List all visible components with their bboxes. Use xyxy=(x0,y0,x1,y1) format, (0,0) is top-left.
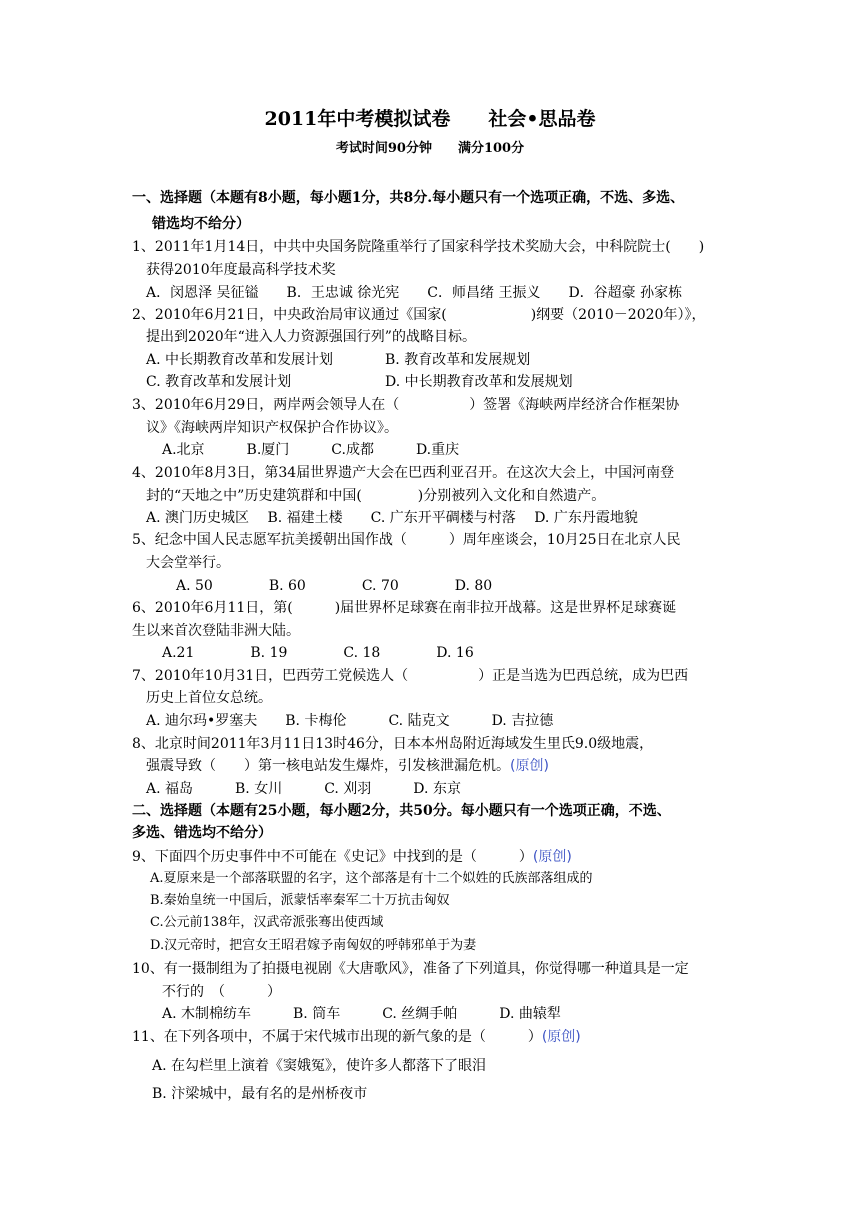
question-10-line1: 10、有一摄制组为了拍摄电视剧《大唐歌风》，准备了下列道具，你觉得哪一种道具是一定 xyxy=(132,961,689,977)
question-9-option-b: B.秦始皇统一中国后，派蒙恬率秦军二十万抗击匈奴 xyxy=(150,893,450,908)
section1-heading: 一、选择题（本题有8小题，每小题1分，共8分.每小题只有一个选项正确，不选、多选、 xyxy=(132,190,685,206)
question-8-text: 强震导致（ ）第一核电站发生爆炸，引发核泄漏危机。 xyxy=(146,758,510,774)
question-7-options: A. 迪尔玛•罗塞夫 B. 卡梅伦 C. 陆克文 D. 吉拉德 xyxy=(146,713,554,729)
question-5-line2: 大会堂举行。 xyxy=(146,555,230,571)
question-5-options: A. 50 B. 60 C. 70 D. 80 xyxy=(176,578,493,594)
question-9-text: 9、下面四个历史事件中不可能在《史记》中找到的是（ ） xyxy=(132,849,533,865)
question-2-option-a: A. 中长期教育改革和发展计划 xyxy=(146,352,334,368)
question-3-line2: 议》《海峡两岸知识产权保护合作协议》。 xyxy=(146,420,398,436)
question-2-option-c: C. 教育改革和发展计划 xyxy=(146,374,292,390)
question-11-option-b: B. 汴梁城中，最有名的是州桥夜市 xyxy=(152,1086,368,1102)
question-8-line1: 8、北京时间2011年3月11日13时46分，日本本州岛附近海域发生里氏9.0级地震， xyxy=(132,736,654,752)
question-1-line2: 获得2010年度最高科学技术奖 xyxy=(146,262,336,278)
question-11-text: 11、在下列各项中，不属于宋代城市出现的新气象的是（ ） xyxy=(132,1029,542,1045)
question-6-line1: 6、2010年6月11日，第( )届世界杯足球赛在南非拉开战幕。这是世界杯足球赛诞 xyxy=(132,600,677,616)
section2-heading: 二、选择题（本题有25小题，每小题2分，共50分。每小题只有一个选项正确，不选、 xyxy=(132,803,671,819)
question-8-options: A. 福岛 B. 女川 C. 刈羽 D. 东京 xyxy=(146,781,461,797)
question-2-option-b: B. 教育改革和发展规划 xyxy=(385,352,531,368)
question-2-line2: 提出到2020年“进入人力资源强国行列”的战略目标。 xyxy=(146,329,476,345)
section2-heading-cont: 多选、错选均不给分） xyxy=(132,825,272,841)
question-5-line1: 5、纪念中国人民志愿军抗美援朝出国作战（ ）周年座谈会，10月25日在北京人民 xyxy=(132,532,681,548)
question-7-line2: 历史上首位女总统。 xyxy=(146,690,272,706)
question-6-line2: 生以来首次登陆非洲大陆。 xyxy=(132,623,300,639)
question-11-line1 xyxy=(132,1027,581,1047)
question-11-option-a: A. 在勾栏里上演着《窦娥冤》，使许多人都落下了眼泪 xyxy=(152,1058,487,1074)
question-9-option-d: D.汉元帝时，把宫女王昭君嫁予南匈奴的呼韩邪单于为妻 xyxy=(150,938,477,953)
section1-heading-cont: 错选均不给分） xyxy=(152,216,250,232)
exam-info: 考试时间90分钟 满分100分 xyxy=(335,141,525,156)
question-6-options: A.21 B. 19 C. 18 D. 16 xyxy=(162,645,474,661)
page-title: 2011年中考模拟试卷 社会•思品卷 xyxy=(264,108,596,130)
question-7-line1: 7、2010年10月31日，巴西劳工党候选人（ ）正是当选为巴西总统，成为巴西 xyxy=(132,668,689,684)
question-4-line2: 封的“天地之中”历史建筑群和中国( )分别被列入文化和自然遗产。 xyxy=(146,488,606,504)
question-2-line1: 2、2010年6月21日，中央政治局审议通过《国家( )纲要（2010－2020年）》， xyxy=(132,307,706,323)
question-3-options: A.北京 B.厦门 C.成都 D.重庆 xyxy=(162,442,460,458)
question-4-line1: 4、2010年8月3日，第34届世界遗产大会在巴西利亚召开。在这次大会上，中国河南登 xyxy=(132,465,675,481)
question-10-line2: 不行的 （ ） xyxy=(162,984,281,1000)
original-tag: (原创) xyxy=(532,849,572,865)
question-9-line1 xyxy=(132,847,572,867)
original-tag: (原创) xyxy=(541,1029,581,1045)
question-8-line2 xyxy=(146,756,549,776)
question-1-options: A．闵恩泽 吴征镒 B．王忠诚 徐光宪 C．师昌绪 王振义 D．谷超豪 孙家栋 xyxy=(146,285,683,301)
question-9-option-a: A.夏原来是一个部落联盟的名字，这个部落是有十二个姒姓的氏族部落组成的 xyxy=(150,871,593,886)
question-10-options: A. 木制棉纺车 B. 筒车 C. 丝绸手帕 D. 曲辕犁 xyxy=(162,1006,561,1022)
original-tag: (原创) xyxy=(510,758,549,774)
question-1-line1: 1、2011年1月14日，中共中央国务院隆重举行了国家科学技术奖励大会，中科院院士( ) xyxy=(132,239,705,255)
question-2-option-d: D. 中长期教育改革和发展规划 xyxy=(385,374,573,390)
question-4-options: A. 澳门历史城区 B. 福建土楼 C. 广东开平碉楼与村落 D. 广东丹霞地貌 xyxy=(146,510,638,526)
question-3-line1: 3、2010年6月29日，两岸两会领导人在（ ）签署《海峡两岸经济合作框架协 xyxy=(132,397,680,413)
question-9-option-c: C.公元前138年，汉武帝派张骞出使西域 xyxy=(150,915,384,930)
